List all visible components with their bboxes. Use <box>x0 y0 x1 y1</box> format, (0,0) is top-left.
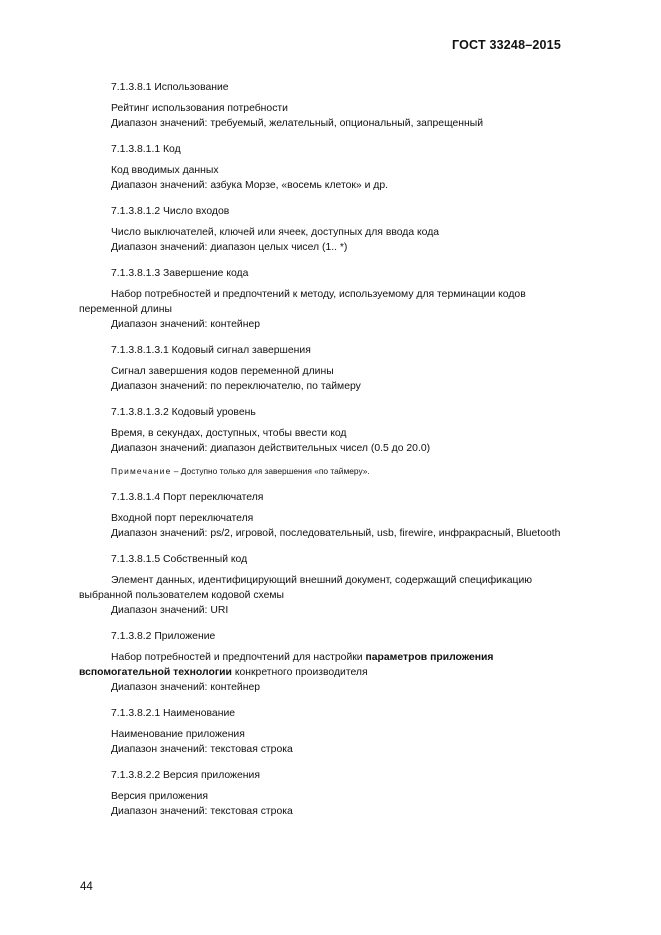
section-heading: 7.1.3.8.2.1 Наименование <box>111 708 236 719</box>
section-code-level <box>79 405 561 479</box>
section-heading: 7.1.3.8.1 Использование <box>111 82 229 93</box>
section-heading: 7.1.3.8.2.2 Версия приложения <box>111 770 260 781</box>
note-text: – Доступно только для завершения «по таймеру». <box>171 466 370 476</box>
section-app-name <box>79 706 561 757</box>
document-body <box>79 80 561 819</box>
text-run: Набор потребностей и предпочтений для настройки <box>111 652 366 663</box>
value-range: Диапазон значений: контейнер <box>111 319 261 330</box>
section-heading: 7.1.3.8.1.3.1 Кодовый сигнал завершения <box>111 345 311 356</box>
section-text: Наименование приложения <box>111 729 245 740</box>
value-range: Диапазон значений: ps/2, игровой, последовательный, usb, firewire, инфракрасный, Bluetooth <box>111 528 561 539</box>
value-range: Диапазон значений: URI <box>111 605 229 616</box>
section-code-termination <box>79 266 561 332</box>
section-text: Входной порт переключателя <box>111 513 254 524</box>
value-range: Диапазон значений: диапазон целых чисел (1.. *) <box>111 242 348 253</box>
value-range: Диапазон значений: диапазон действительных чисел (0.5 до 20.0) <box>111 443 431 454</box>
section-text: Набор потребностей и предпочтений к методу, используемому для терминации кодов переменной длины <box>79 289 526 315</box>
section-app-version <box>79 768 561 819</box>
section-text: Время, в секундах, доступных, чтобы ввести код <box>111 428 347 439</box>
section-heading: 7.1.3.8.1.1 Код <box>111 144 181 155</box>
section-text: Рейтинг использования потребности <box>111 103 288 114</box>
value-range: Диапазон значений: по переключателю, по таймеру <box>111 381 361 392</box>
section-heading: 7.1.3.8.1.2 Число входов <box>111 206 230 217</box>
page-number: 44 <box>80 881 93 893</box>
bold-term: параметров приложения вспомогательной технологии <box>79 652 494 678</box>
section-text: Элемент данных, идентифицирующий внешний документ, содержащий спецификацию выбранной пользователем кодовой схемы <box>79 575 533 601</box>
section-heading: 7.1.3.8.1.4 Порт переключателя <box>111 492 264 503</box>
section-number-of-inputs <box>79 204 561 255</box>
section-code <box>79 142 561 193</box>
value-range: Диапазон значений: текстовая строка <box>111 806 293 817</box>
section-text: Сигнал завершения кодов переменной длины <box>111 366 334 377</box>
value-range: Диапазон значений: текстовая строка <box>111 744 293 755</box>
section-termination-signal <box>79 343 561 394</box>
section-usage <box>79 80 561 131</box>
section-text: Число выключателей, ключей или ячеек, доступных для ввода кода <box>111 227 440 238</box>
section-heading: 7.1.3.8.1.5 Собственный код <box>111 554 248 565</box>
section-heading: 7.1.3.8.2 Приложение <box>111 631 216 642</box>
note <box>79 464 561 479</box>
section-application <box>79 629 561 695</box>
value-range: Диапазон значений: азбука Морзе, «восемь клеток» и др. <box>111 180 388 191</box>
section-text: Версия приложения <box>111 791 208 802</box>
section-text: Код вводимых данных <box>111 165 219 176</box>
value-range: Диапазон значений: контейнер <box>111 682 261 693</box>
note-label: Примечание <box>111 466 172 476</box>
section-switch-port <box>79 490 561 541</box>
section-text <box>79 650 561 680</box>
section-heading: 7.1.3.8.1.3.2 Кодовый уровень <box>111 407 256 418</box>
text-run: конкретного производителя <box>231 667 368 678</box>
document-code: ГОСТ 33248–2015 <box>452 38 561 52</box>
value-range: Диапазон значений: требуемый, желательный, опциональный, запрещенный <box>111 118 484 129</box>
section-heading: 7.1.3.8.1.3 Завершение кода <box>111 268 249 279</box>
section-custom-code <box>79 552 561 618</box>
